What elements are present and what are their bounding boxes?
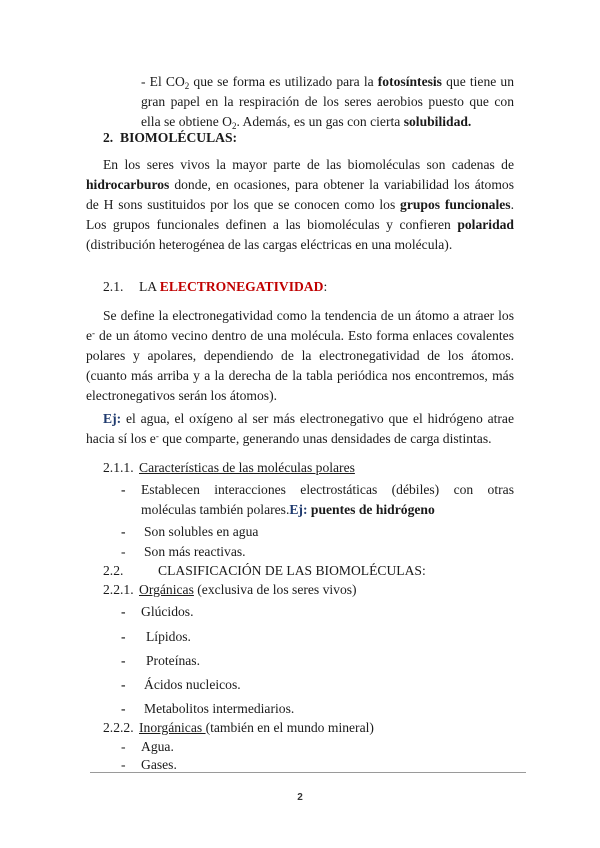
polar-item-interactions: Establecen interacciones electrostáticas (débiles) con otras moléculas también polares.Ej: puentes de hidrógeno [141, 482, 514, 517]
electronegativity-paragraph: Se define la electronegatividad como la tendencia de un átomo a atraer los e- de un átomo vecino dentro de una molécula. Esto forma enlaces covalentes polares y apolares, dependiendo de la electronegatividad de los átomos. (cuanto más arriba y a la derecha de la tabla periódica nos encontremos, más electronegativos serán los átomos). [86, 308, 514, 403]
bullet-dash: - [121, 524, 126, 539]
section-heading-2-1-1: 2.1.1. Características de las moléculas polares [103, 460, 355, 475]
bullet-dash: - [121, 604, 126, 619]
page-number: 2 [297, 792, 303, 803]
water-example-paragraph: Ej: el agua, el oxígeno al ser más electronegativo que el hidrógeno atrae hacia sí los e- que comparte, generando unas densidades de carga distintas. [86, 411, 514, 446]
section-heading-2-2: 2.2. CLASIFICACIÓN DE LAS BIOMOLÉCULAS: [103, 563, 426, 578]
polar-item-reactive: Son más reactivas. [144, 544, 246, 559]
bullet-dash: - [121, 739, 126, 754]
section-heading-2-2-1: 2.2.1. Orgánicas (exclusiva de los seres vivos) [103, 582, 357, 597]
section-heading-2-2-2: 2.2.2. Inorgánicas (también en el mundo mineral) [103, 720, 374, 735]
organic-item-glucidos: Glúcidos. [141, 604, 194, 619]
organic-item-acidos: Ácidos nucleicos. [144, 677, 241, 692]
section-heading-2-1: 2.1. LA ELECTRONEGATIVIDAD: [103, 279, 328, 294]
co2-bullet-paragraph: - El $CO_2$ que se forma es utilizado para la fotosíntesis que tiene un gran papel en la respiración de los seres aerobios puesto que con ella se obtiene $O_2$. Además, es un gas con cierta solubilidad. [141, 74, 514, 131]
bullet-dash: - [141, 74, 146, 89]
bullet-dash: - [121, 629, 126, 644]
bullet-dash: - [121, 482, 126, 497]
inorganic-item-agua: Agua. [141, 739, 174, 754]
footer-divider [90, 772, 526, 773]
bullet-dash: - [121, 677, 126, 692]
organic-item-proteinas: Proteínas. [146, 653, 200, 668]
bullet-dash: - [121, 653, 126, 668]
bullet-dash: - [121, 701, 126, 716]
organic-item-metabolitos: Metabolitos intermediarios. [144, 701, 295, 716]
organic-item-lipidos: Lípidos. [146, 629, 191, 644]
inorganic-item-gases: Gases. [141, 757, 177, 772]
bullet-dash: - [121, 757, 126, 772]
biomolecules-paragraph: En los seres vivos la mayor parte de las biomoléculas son cadenas de hidrocarburos donde, en ocasiones, para obtener la variabilidad los átomos de H sons sustituidos por los que se conocen como los grupos funcionales. Los grupos funcionales definen a las biomoléculas y confieren polaridad (distribución heterogénea de las cargas eléctricas en una molécula). [86, 157, 514, 252]
bullet-dash: - [121, 544, 126, 559]
polar-item-soluble: Son solubles en agua [144, 524, 259, 539]
section-heading-2: 2. BIOMOLÉCULAS: [103, 130, 238, 145]
